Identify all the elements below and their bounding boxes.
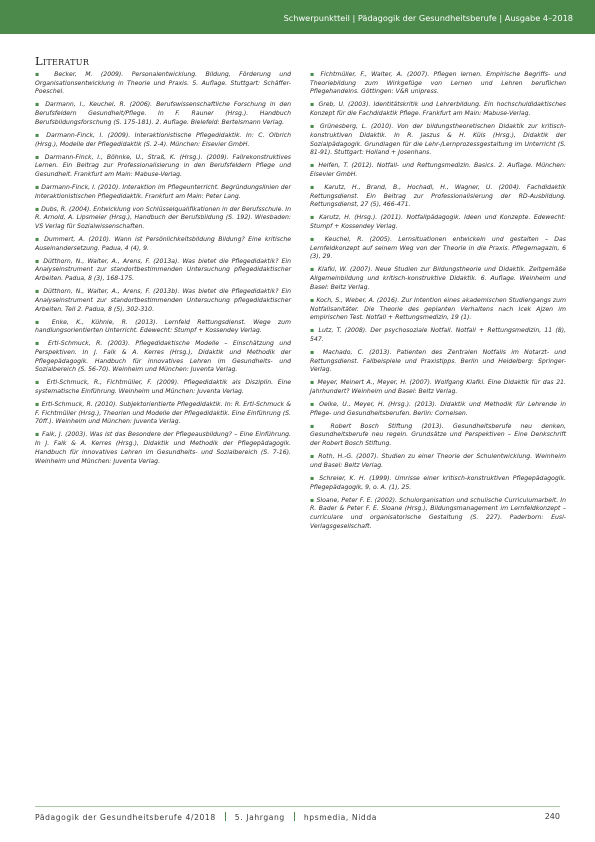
reference-entry: ▪ Helfen, T. (2012). Notfall- und Rettungsmedizin. Basics. 2. Auflage. München: Elsevier GmbH. — [310, 162, 566, 179]
reference-entry: ▪ Fichtmüller, F., Walter, A. (2007). Pflegen lernen. Empirische Begriffs- und Theoriebildung zum Wirkgefüge von Lernen und Lehren beruflichen Pflegehandelns. Göttingen: V&R unipress. — [310, 71, 566, 97]
reference-entry: ▪ Falk, J. (2003). Was ist das Besondere der Pflegeausbildung? – Eine Einführung. In J. Falk & A. Kerres (Hrsg.), Didaktik und Methodik der Pflegepädagogik. Handbuch für innovatives Lehren im Gesundheits- und Sozialbereich (S. 7-16). Weinheim und München: Juventa Verlag. — [35, 431, 291, 466]
reference-entry: ▪ Karutz, H., Brand, B., Hochadl, H., Wagner, U. (2004). Fachdidaktik Rettungsdienst. Ein Beitrag zur Professionalisierung der RD-Ausbildung. Rettungsdienst, 27 (5), 466-471. — [310, 184, 566, 210]
reference-entry: ▪ Keuchel, R. (2005). Lernsituationen entwickeln und gestalten – Das Lernfeldkonzept auf seinem Weg von der Theorie in die Praxis. Pflegemagazin, 6 (3), 29. — [310, 236, 566, 262]
reference-entry: ▪ Schreier, K. H. (1999). Umrisse einer kritisch-konstruktiven Pflegepädagogik. Pflegepädagogik, 9, o. A. (1), 25. — [310, 475, 566, 492]
reference-entry: ▪ Dütthorn, N., Walter, A., Arens, F. (2013a). Was bietet die Pflegedidaktik? Ein Analyseinstrument zur standortbestimmenden Untersuchung pflegedidaktischer Arbeiten. Padua, 8 (3), 168-175. — [35, 258, 291, 284]
page-number: 240 — [544, 812, 560, 821]
reference-entry: ▪ Oelke, U., Meyer, H. (Hrsg.). (2013). Didaktik und Methodik für Lehrende in Pflege- und Gesundheitsberufen. Berlin: Cornelsen. — [310, 401, 566, 418]
reference-entry: ▪ Sloane, Peter F. E. (2002). Schulorganisation und schulische Curriculumarbeit. In R. Bader & Peter F. E. Sloane (Hrsg.), Bildungsmanagement im Lernfeldkonzept – curriculare und organisatorische Gestaltung (S. 227). Paderborn: Eusl-Verlagsgesellschaft. — [310, 497, 566, 532]
footer-separator — [294, 812, 295, 821]
reference-entry: ▪ Ertl-Schmuck, R., Fichtmüller, F. (2009). Pflegedidaktik als Disziplin. Eine systematische Einführung. Weinheim und München: Juventa Verlag. — [35, 379, 291, 396]
reference-entry: ▪ Dubs, R. (2004). Entwicklung von Schlüsselqualifikationen in der Berufsschule. In R. Arnold, A. Lipsmeier (Hrsg.), Handbuch der Berufsbildung (S. 192). Wiesbaden: VS Verlag für Sozialwissenschaften. — [35, 206, 291, 232]
journal-header-bar — [0, 0, 595, 34]
journal-header-text: Schwerpunktteil | Pädagogik der Gesundheitsberufe | Ausgabe 4–2018 — [283, 13, 573, 23]
footer-divider — [35, 806, 560, 807]
reference-entry: ▪ Darmann, I., Keuchel, R. (2006). Berufswissenschaftliche Forschung in den Berufsfeldern Gesundheit/Pflege. In F. Rauner (Hrsg.). Handbuch Berufsbildungsforschung (S. 175-181). 2. Auflage. Bielefeld: Bertelsmann Verlag. — [35, 101, 291, 127]
reference-entry: ▪ Enke, K., Kühnle, R. (2013). Lernfeld Rettungsdienst. Wege zum handlungsorientierten Unterricht. Edewecht: Stumpf + Kossendey Verlag. — [35, 319, 291, 336]
reference-entry: ▪ Grünesberg, L. (2010). Von der bildungstheoretischen Didaktik zur kritisch-konstruktiven Didaktik. In R. Jaszus & H. Küls (Hrsg.), Didaktik der Sozialpädagogik. Grundlagen für die Lehr-/Lernprozessgestaltung im Unterricht (S. 81-91). Stuttgart: Holland + Josenhans. — [310, 123, 566, 158]
reference-entry: ▪ Greb, U. (2003). Identitätskritik und Lehrerbildung. Ein hochschuldidaktisches Konzept für die Fachdidaktik Pflege. Frankfurt am Main: Mabuse-Verlag. — [310, 101, 566, 118]
reference-entry: ▪ Roth, H.-G. (2007). Studien zu einer Theorie der Schulentwicklung. Weinheim und Basel: Beltz Verlag. — [310, 453, 566, 470]
reference-entry: ▪ Dütthorn, N., Walter, A., Arens, F. (2013b). Was bietet die Pflegedidaktik? Ein Analyseinstrument zur standortbestimmenden Untersuchung pflegedidaktischer Arbeiten. Teil 2. Padua, 8 (5), 302-310. — [35, 288, 291, 314]
reference-entry: ▪ Ertl-Schmuck, R. (2003). Pflegedidaktische Modelle – Einschätzung und Perspektiven. In J. Falk & A. Kerres (Hrsg.), Didaktik und Methodik der Pflegepädagogik. Handbuch für innovatives Lehren im Gesundheits- und Sozialbereich (S. 56-70). Weinheim und München: Juventa Verlag. — [35, 340, 291, 375]
reference-entry: ▪ Karutz, H. (Hrsg.). (2011). Notfallpädagogik. Ideen und Konzepte. Edewecht: Stumpf + Kossendey Verlag. — [310, 214, 566, 231]
footer-info — [35, 812, 377, 822]
reference-entry: ▪ Meyer, Meinert A., Meyer, H. (2007). Wolfgang Klafki. Eine Didaktik für das 21. Jahrhundert? Weinheim und Basel: Beltz Verlag. — [310, 379, 566, 396]
footer-volume: 5. Jahrgang — [234, 813, 285, 822]
reference-entry: ▪ Becker, M. (2009). Personalentwicklung. Bildung, Förderung und Organisationsentwicklung in Theorie und Praxis. 5. Auflage. Stuttgart: Schäffer-Poeschel. — [35, 71, 291, 97]
reference-entry: ▪ Ertl-Schmuck, R. (2010). Subjektorientierte Pflegedidaktik. In: R. Ertl-Schmuck & F. Fichtmüller (Hrsg.), Theorien und Modelle der Pflegedidaktik. Eine Einführung (S. 70ff.). Weinheim und München: Juventa Verlag. — [35, 401, 291, 427]
footer-journal: Pädagogik der Gesundheitsberufe 4/2018 — [35, 813, 216, 822]
reference-entry: ▪ Darmann-Finck, I. (2010). Interaktion im Pflegeunterricht. Begründungslinien der Interaktionistischen Pflegedidaktik. Frankfurt am Main: Peter Lang. — [35, 184, 291, 201]
reference-entry: ▪ Lutz, T. (2008). Der psychosoziale Notfall. Notfall + Rettungsmedizin, 11 (8), 547. — [310, 327, 566, 344]
reference-entry: ▪ Klafki, W. (2007). Neue Studien zur Bildungstheorie und Didaktik. Zeitgemäße Allgemeinbildung und kritisch-konstruktive Didaktik. 6. Auflage. Weinheim und Basel: Beltz Verlag. — [310, 266, 566, 292]
reference-entry: ▪ Dummert, A. (2010). Wann ist Persönlichkeitsbildung Bildung? Eine kritische Auseinandersetzung. Padua, 4 (4), 9. — [35, 236, 291, 253]
reference-entry: ▪ Machado, C. (2013). Patienten des Zentralen Notfalls im Notarzt- und Rettungsdienst. Fallbeispiele und Praxistipps. Berlin und Heidelberg: Springer-Verlag. — [310, 349, 566, 375]
reference-entry: ▪ Robert Bosch Stiftung (2013). Gesundheitsberufe neu denken, Gesundheitsberufe neu regeln. Grundsätze und Perspektiven – Eine Denkschrift der Robert Bosch Stiftung. — [310, 423, 566, 449]
footer-separator — [225, 812, 226, 821]
reference-column-right — [310, 71, 566, 536]
page-footer — [35, 812, 560, 824]
reference-column-left — [35, 71, 291, 471]
reference-entry: ▪ Darmann-Finck, I., Böhnke, U., Straß, K. (Hrsg.). (2009). Fallrekonstruktives Lernen. Ein Beitrag zur Professionalisierung in den Berufsfeldern Pflege und Gesundheit. Frankfurt am Main: Mabuse-Verlag. — [35, 154, 291, 180]
reference-entry: ▪ Darmann-Finck, I. (2009). Interaktionistische Pflegedidaktik. In: C. Olbrich (Hrsg.), Modelle der Pflegedidaktik (S. 2-4). München: Elsevier GmbH. — [35, 132, 291, 149]
section-heading: Literatur — [35, 54, 90, 68]
footer-publisher: hpsmedia, Nidda — [303, 813, 378, 822]
reference-entry: ▪ Koch, S., Weber, A. (2016). Zur Intention eines akademischen Studiengangs zum Notfallsanitäter. Die Theorie des geplanten Verhaltens nach Icek Ajzen im empirischen Test. Notfall + Rettungsmedizin, 19 (1). — [310, 297, 566, 323]
